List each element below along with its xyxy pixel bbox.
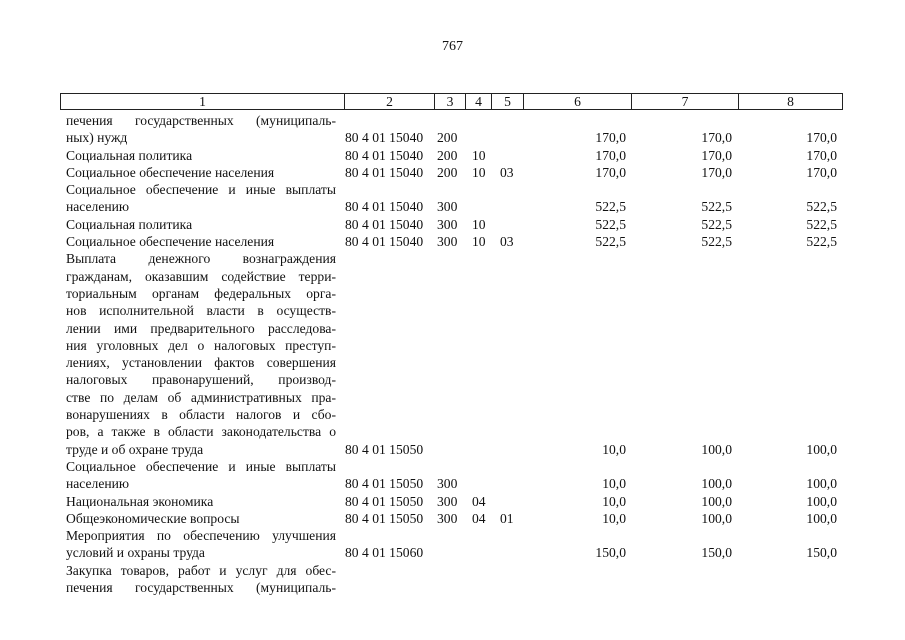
description-line: Мероприятия по обеспечению улучшения	[66, 528, 336, 544]
row-value-6: 522,5	[595, 216, 626, 232]
table-row	[0, 510, 905, 527]
row-description	[66, 458, 336, 493]
description-line: гражданам, оказавшим содействие терри-	[66, 268, 336, 284]
table-row	[0, 493, 905, 510]
row-col-3: 300	[437, 510, 458, 526]
header-col-7: 7	[632, 94, 739, 109]
row-value-7: 522,5	[701, 199, 732, 215]
table-row	[0, 233, 905, 250]
description-line: налоговых правонарушений, производ-	[66, 372, 336, 388]
table-row	[0, 250, 905, 458]
row-value-6: 150,0	[595, 545, 626, 561]
row-code: 80 4 01 15050	[345, 510, 424, 526]
header-col-6: 6	[524, 94, 632, 109]
description-line: лении ими предварительного расследова-	[66, 320, 336, 336]
row-code: 80 4 01 15040	[345, 164, 424, 180]
row-code: 80 4 01 15050	[345, 493, 424, 509]
description-line: Социальное обеспечение и иные выплаты	[66, 182, 336, 198]
description-line: ных) нужд	[66, 130, 128, 146]
row-value-7: 100,0	[701, 441, 732, 457]
table-row	[0, 164, 905, 181]
description-line: населению	[66, 476, 130, 492]
table-body	[0, 112, 905, 596]
row-code: 80 4 01 15040	[345, 199, 424, 215]
description-line: ториальным органам федеральных орга-	[66, 285, 336, 301]
row-col-5: 03	[500, 164, 514, 180]
row-description	[66, 181, 336, 216]
row-col-3: 300	[437, 216, 458, 232]
table-row	[0, 181, 905, 216]
row-value-7: 100,0	[701, 493, 732, 509]
header-col-1: 1	[61, 94, 345, 109]
row-value-6: 170,0	[595, 130, 626, 146]
row-value-8: 170,0	[806, 164, 837, 180]
row-code: 80 4 01 15040	[345, 130, 424, 146]
row-col-5: 03	[500, 234, 514, 250]
row-value-7: 170,0	[701, 130, 732, 146]
row-value-8: 100,0	[806, 493, 837, 509]
row-value-6: 10,0	[602, 476, 626, 492]
row-value-8: 170,0	[806, 147, 837, 163]
description-line: Общеэкономические вопросы	[66, 510, 240, 526]
header-col-4: 4	[466, 94, 492, 109]
table-row	[0, 147, 905, 164]
row-value-8: 522,5	[806, 234, 837, 250]
description-line: печения государственных (муниципаль-	[66, 113, 336, 128]
row-value-6: 10,0	[602, 493, 626, 509]
row-col-4: 10	[472, 216, 486, 232]
row-value-8: 522,5	[806, 199, 837, 215]
row-value-7: 522,5	[701, 216, 732, 232]
page-number: 767	[442, 39, 463, 54]
description-line: Социальное обеспечение населения	[66, 234, 275, 250]
table-row	[0, 216, 905, 233]
row-code: 80 4 01 15040	[345, 147, 424, 163]
description-line: нов исполнительной власти в осуществ-	[66, 303, 336, 319]
description-line: условий и охраны труда	[66, 545, 205, 561]
description-line: Национальная экономика	[66, 493, 214, 509]
row-col-4: 04	[472, 493, 486, 509]
row-description	[66, 562, 336, 597]
row-description	[66, 164, 336, 181]
row-col-3: 200	[437, 164, 458, 180]
row-description	[66, 250, 336, 458]
description-line: печения государственных (муниципаль-	[66, 580, 336, 596]
row-col-3: 200	[437, 147, 458, 163]
description-line: стве по делам об административных пра-	[66, 389, 336, 405]
row-col-4: 10	[472, 234, 486, 250]
row-value-8: 100,0	[806, 476, 837, 492]
description-line: населению	[66, 199, 130, 215]
row-col-4: 10	[472, 164, 486, 180]
description-line: Социальное обеспечение и иные выплаты	[66, 458, 336, 474]
row-value-6: 522,5	[595, 199, 626, 215]
row-description	[66, 493, 336, 510]
table-row	[0, 458, 905, 493]
row-col-3: 300	[437, 493, 458, 509]
row-col-5: 01	[500, 510, 514, 526]
row-col-3: 200	[437, 130, 458, 146]
row-value-7: 170,0	[701, 164, 732, 180]
row-value-7: 522,5	[701, 234, 732, 250]
header-col-8: 8	[787, 94, 794, 109]
description-line: Выплата денежного вознаграждения	[66, 251, 336, 267]
row-col-4: 10	[472, 147, 486, 163]
row-value-7: 150,0	[701, 545, 732, 561]
row-description	[66, 147, 336, 164]
table-row	[0, 562, 905, 597]
row-value-8: 100,0	[806, 510, 837, 526]
row-value-6: 10,0	[602, 441, 626, 457]
table-header	[60, 93, 843, 110]
row-value-6: 170,0	[595, 147, 626, 163]
header-col-5: 5	[492, 94, 524, 109]
table-row	[0, 112, 905, 147]
description-line: ния уголовных дел о налоговых преступ-	[66, 337, 336, 353]
description-line: труде и об охране труда	[66, 441, 204, 457]
description-line: Социальная политика	[66, 147, 193, 163]
row-description	[66, 510, 336, 527]
row-code: 80 4 01 15040	[345, 234, 424, 250]
row-value-6: 10,0	[602, 510, 626, 526]
description-line: Закупка товаров, работ и услуг для обес-	[66, 562, 336, 578]
row-value-7: 170,0	[701, 147, 732, 163]
header-col-2: 2	[345, 94, 435, 109]
description-line: вонарушениях в области налогов и сбо-	[66, 407, 336, 423]
row-col-3: 300	[437, 234, 458, 250]
row-value-8: 100,0	[806, 441, 837, 457]
row-value-6: 522,5	[595, 234, 626, 250]
table-row	[0, 527, 905, 562]
description-line: Социальное обеспечение населения	[66, 164, 275, 180]
row-description	[66, 112, 336, 147]
row-description	[66, 527, 336, 562]
row-value-7: 100,0	[701, 510, 732, 526]
row-value-6: 170,0	[595, 164, 626, 180]
row-code: 80 4 01 15040	[345, 216, 424, 232]
row-value-8: 522,5	[806, 216, 837, 232]
row-code: 80 4 01 15060	[345, 545, 424, 561]
row-value-7: 100,0	[701, 476, 732, 492]
row-value-8: 150,0	[806, 545, 837, 561]
description-line: ров, а также в области законодательства о	[66, 424, 336, 440]
header-col-3: 3	[435, 94, 466, 109]
row-col-4: 04	[472, 510, 486, 526]
row-value-8: 170,0	[806, 130, 837, 146]
row-code: 80 4 01 15050	[345, 441, 424, 457]
row-code: 80 4 01 15050	[345, 476, 424, 492]
row-description	[66, 233, 336, 250]
description-line: Социальная политика	[66, 216, 193, 232]
row-description	[66, 216, 336, 233]
description-line: лениях, установлении фактов совершения	[66, 355, 336, 371]
row-col-3: 300	[437, 199, 458, 215]
row-col-3: 300	[437, 476, 458, 492]
